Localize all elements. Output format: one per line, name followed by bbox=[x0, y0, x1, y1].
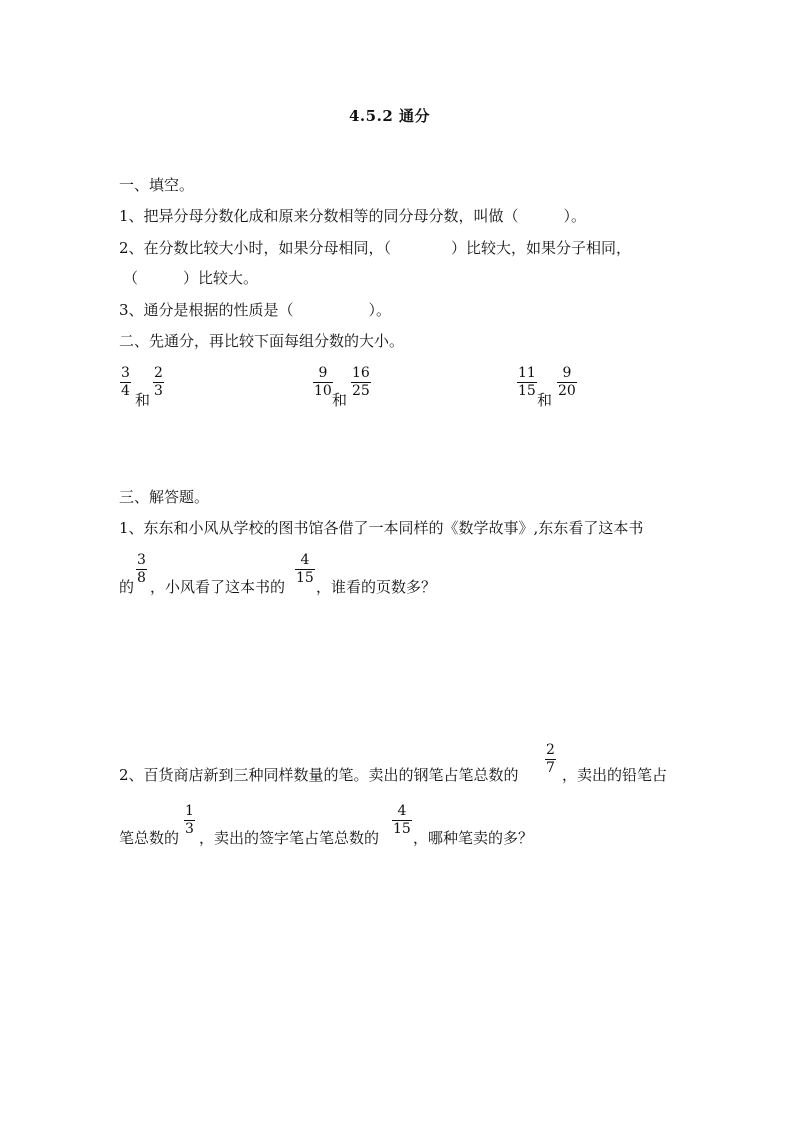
fraction-3-4 bbox=[120, 365, 131, 400]
fraction-1-3 bbox=[184, 803, 195, 838]
numerator: 2 bbox=[546, 742, 555, 758]
numerator: 16 bbox=[352, 365, 370, 381]
fraction-4-15 bbox=[392, 803, 412, 838]
problem-2-line1-post: ，卖出的铅笔占 bbox=[562, 766, 668, 784]
numerator: 4 bbox=[392, 803, 412, 821]
problem-2-line2-mid: ，卖出的签字笔占笔总数的 bbox=[199, 829, 380, 847]
problem-2-line1-pre: 2、百货商店新到三种同样数量的笔。卖出的钢笔占笔总数的 bbox=[119, 766, 519, 784]
connector-he: 和 bbox=[135, 391, 151, 409]
denominator: 15 bbox=[393, 821, 411, 837]
fraction-4-15 bbox=[295, 552, 315, 587]
question-1-2-line2: （ ）比较大。 bbox=[123, 269, 259, 287]
numerator: 3 bbox=[121, 365, 130, 381]
denominator: 3 bbox=[185, 821, 194, 837]
fraction-2-3 bbox=[153, 365, 164, 400]
denominator: 7 bbox=[546, 760, 555, 776]
denominator: 15 bbox=[518, 383, 536, 399]
numerator: 4 bbox=[295, 552, 315, 570]
question-1-3: 3、通分是根据的性质是（ ）。 bbox=[119, 301, 392, 319]
numerator: 9 bbox=[313, 365, 333, 383]
numerator: 1 bbox=[185, 803, 194, 819]
problem-1-pre: 的 bbox=[119, 578, 135, 596]
section-heading-solve: 三、解答题。 bbox=[119, 488, 210, 506]
numerator: 2 bbox=[154, 365, 163, 381]
denominator: 4 bbox=[121, 383, 130, 399]
section-heading-fill-blank: 一、填空。 bbox=[119, 176, 195, 194]
denominator: 20 bbox=[558, 383, 576, 399]
section-heading-compare: 二、先通分，再比较下面每组分数的大小。 bbox=[119, 332, 405, 350]
denominator: 15 bbox=[296, 570, 314, 586]
problem-1-mid: ，小风看了这本书的 bbox=[150, 578, 286, 596]
fraction-16-25 bbox=[351, 365, 371, 400]
denominator: 25 bbox=[352, 383, 370, 399]
numerator: 11 bbox=[518, 365, 536, 381]
fraction-9-10 bbox=[313, 365, 333, 400]
connector-he: 和 bbox=[332, 391, 348, 409]
problem-1-line1: 1、东东和小风从学校的图书馆各借了一本同样的《数学故事》,东东看了这本书 bbox=[119, 519, 644, 537]
numerator: 9 bbox=[557, 365, 577, 383]
denominator: 10 bbox=[314, 383, 332, 399]
numerator: 3 bbox=[137, 552, 146, 568]
problem-1-post: ，谁看的页数多？ bbox=[316, 578, 437, 596]
problem-2-line2-pre: 笔总数的 bbox=[119, 829, 180, 847]
fraction-2-7 bbox=[545, 742, 556, 777]
fraction-11-15 bbox=[517, 365, 537, 400]
denominator: 8 bbox=[137, 570, 146, 586]
denominator: 3 bbox=[154, 383, 163, 399]
connector-he: 和 bbox=[537, 391, 553, 409]
fraction-3-8 bbox=[136, 552, 147, 587]
problem-2-line2-post: ，哪种笔卖的多？ bbox=[413, 829, 534, 847]
question-1-2-line1: 2、在分数比较大小时，如果分母相同，（ ）比较大，如果分子相同， bbox=[119, 239, 632, 257]
question-1-1: 1、把异分母分数化成和原来分数相等的同分母分数，叫做（ ）。 bbox=[119, 207, 587, 225]
fraction-9-20 bbox=[557, 365, 577, 400]
page-title: 4.5.2 通分 bbox=[349, 107, 430, 125]
